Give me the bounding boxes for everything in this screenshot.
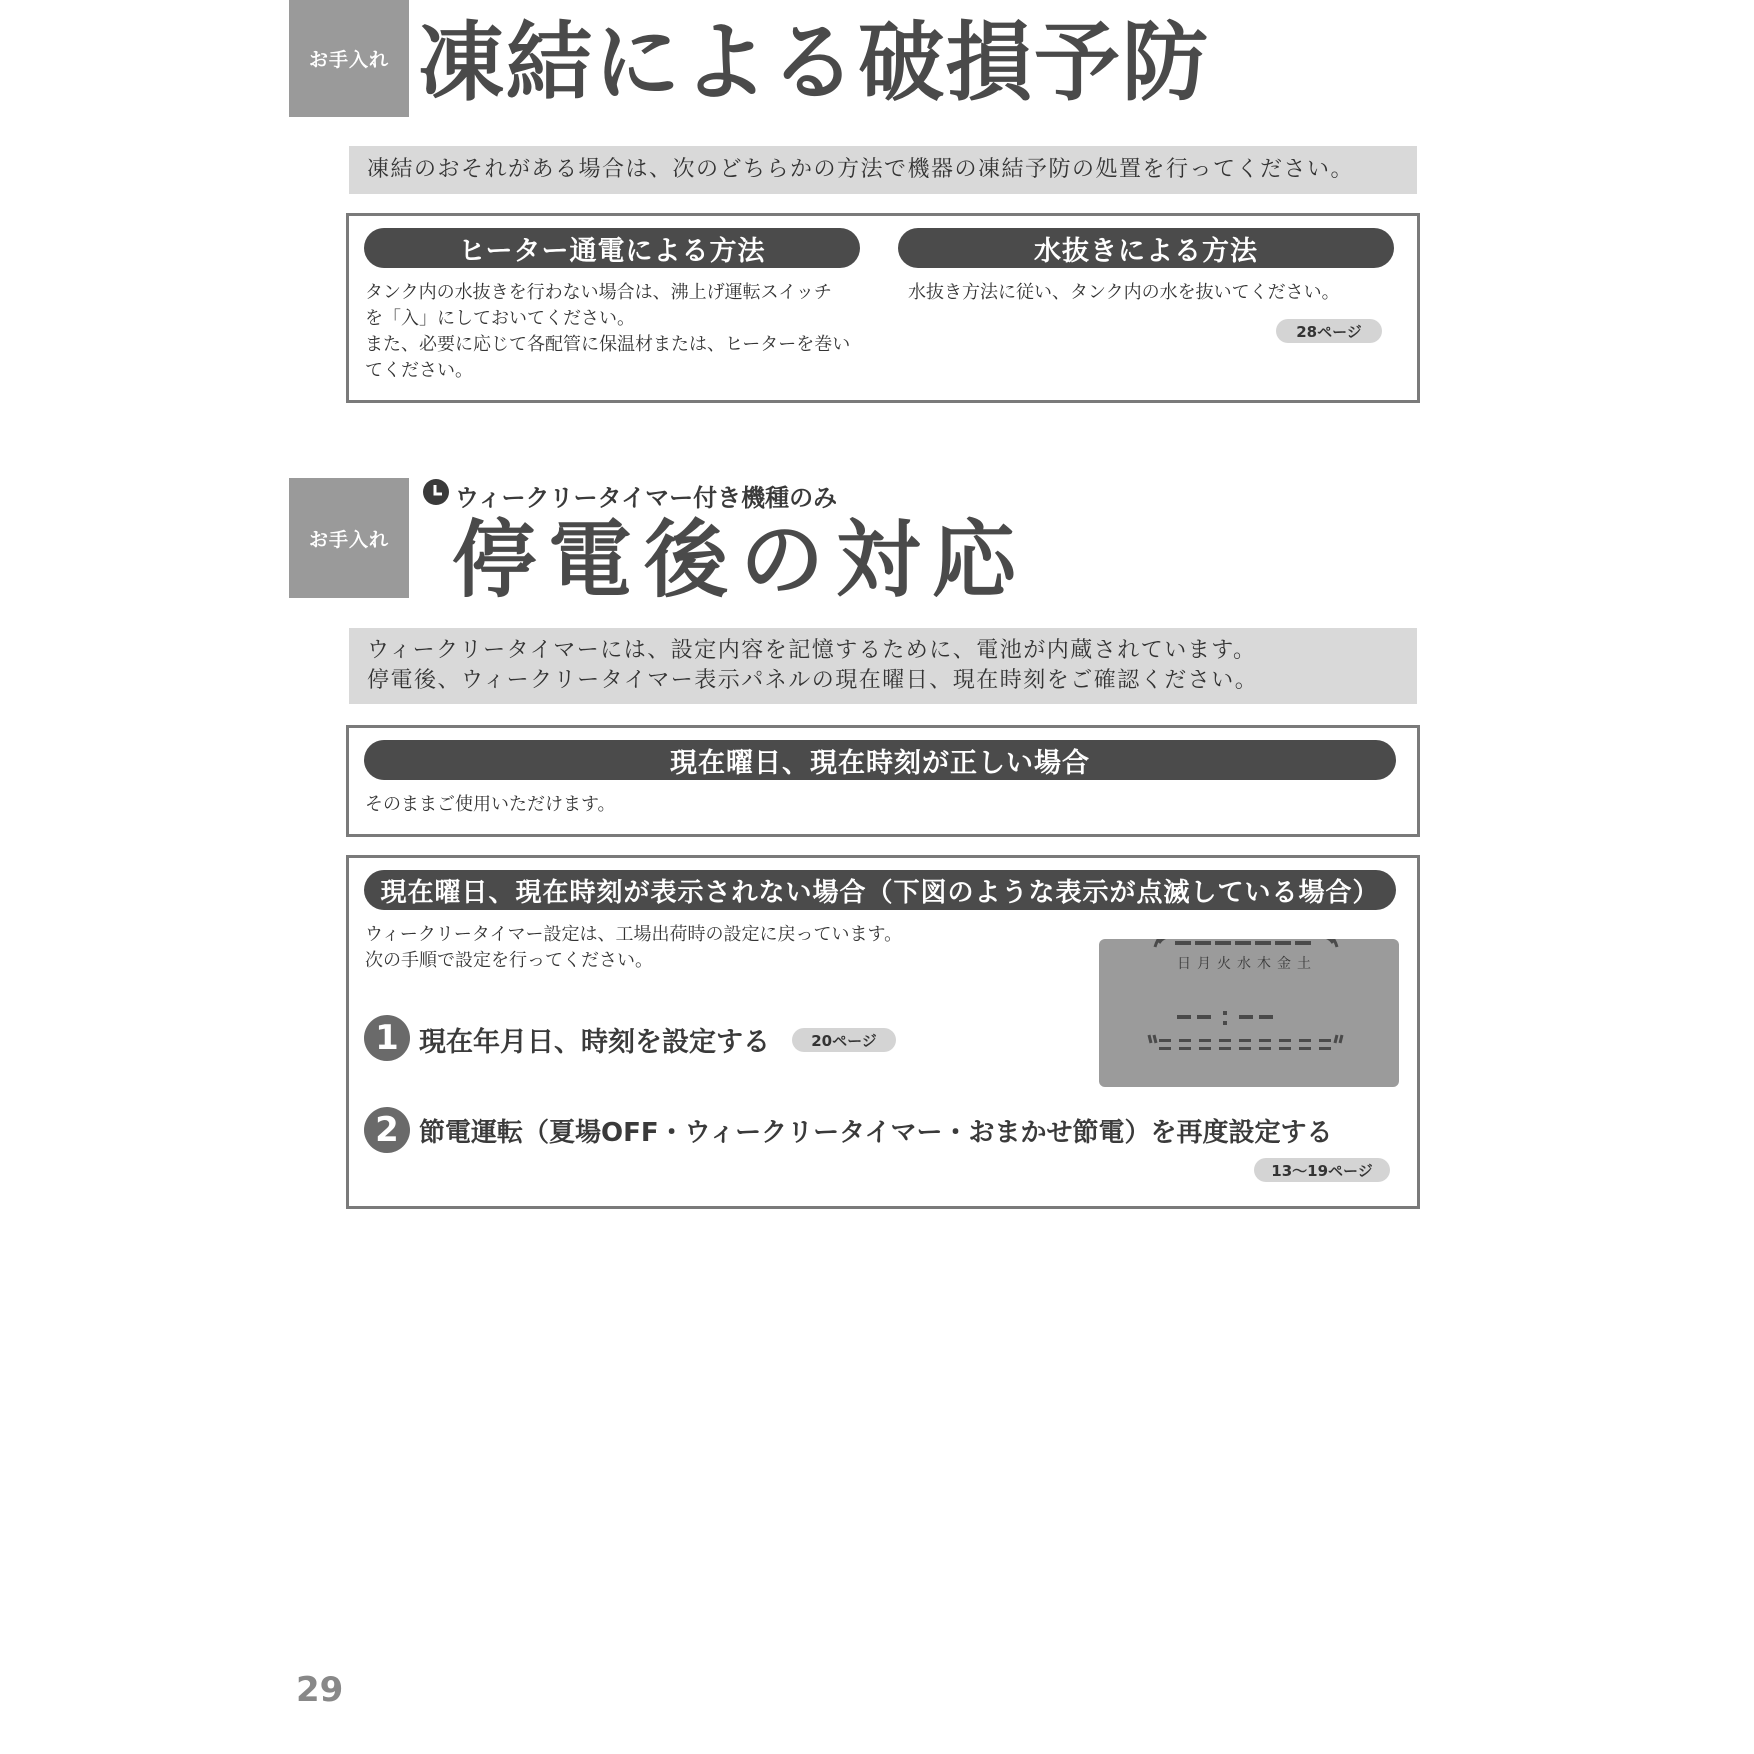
page-title: 凍結による破損予防 [418,13,1210,113]
correct-case-heading [364,740,1396,780]
page-number: 29 [296,1670,344,1710]
text-line: てください。 [365,360,473,381]
weekly-timer-note: ウィークリータイマー付き機種のみ [455,484,838,512]
intro-text: ウィークリータイマーには、設定内容を記憶するために、電池が内蔵されています。 [367,638,1257,663]
step-1-badge [364,1015,410,1061]
step-2-text: 節電運転（夏場OFF・ウィークリータイマー・おまかせ節電）を再度設定する [419,1118,1333,1148]
page-ref-label: 20ページ [811,1031,877,1050]
section-tag-label: お手入れ [308,528,389,551]
display-days-row: 日月火水木金土 [1177,956,1317,972]
intro-banner [349,628,1417,704]
drain-method-text: 水抜き方法に従い、タンク内の水を抜いてください。 [908,282,1340,303]
text-line: を「入」にしておいてください。 [365,308,635,329]
intro-text: 停電後、ウィークリータイマー表示パネルの現在曜日、現在時刻をご確認ください。 [367,668,1259,693]
step-number: 1 [375,1018,399,1058]
heater-method-text [365,280,850,384]
intro-banner [349,146,1417,194]
not-shown-case-heading-label: 現在曜日、現在時刻が表示されない場合（下図のような表示が点滅している場合） [380,877,1380,908]
step-1-text: 現在年月日、時刻を設定する [419,1027,770,1058]
correct-case-heading-label: 現在曜日、現在時刻が正しい場合 [670,747,1090,779]
section-tag [289,478,409,598]
text-line: タンク内の水抜きを行わない場合は、沸上げ運転スイッチ [365,282,832,303]
page-ref-28[interactable] [1276,319,1382,343]
heater-method-heading [364,228,860,268]
clock-icon [423,479,449,505]
heater-method-heading-label: ヒーター通電による方法 [458,235,766,267]
correct-case-text: そのままご使用いただけます。 [365,794,616,815]
not-shown-case-heading [364,870,1396,910]
step-2-badge [364,1107,410,1153]
timer-display-illustration [1099,939,1399,1087]
drain-method-heading [898,228,1394,268]
text-line: ウィークリータイマー設定は、工場出荷時の設定に戻っています。 [365,924,903,945]
page-ref-13-19[interactable] [1254,1158,1390,1182]
intro-text: 凍結のおそれがある場合は、次のどちらかの方法で機器の凍結予防の処置を行ってください。 [367,157,1355,182]
page-title: 停電後の対応 [452,511,1029,609]
not-shown-case-text [365,922,902,974]
page-ref-label: 28ページ [1296,322,1362,341]
section-tag [289,0,409,117]
text-line: 次の手順で設定を行ってください。 [365,950,653,971]
page-ref-20[interactable] [792,1028,896,1052]
drain-method-heading-label: 水抜きによる方法 [1034,235,1258,267]
section-tag-label: お手入れ [308,49,389,71]
page-ref-label: 13～19ページ [1271,1161,1373,1180]
text-line: また、必要に応じて各配管に保温材または、ヒーターを巻い [365,334,851,355]
step-number: 2 [375,1110,399,1150]
